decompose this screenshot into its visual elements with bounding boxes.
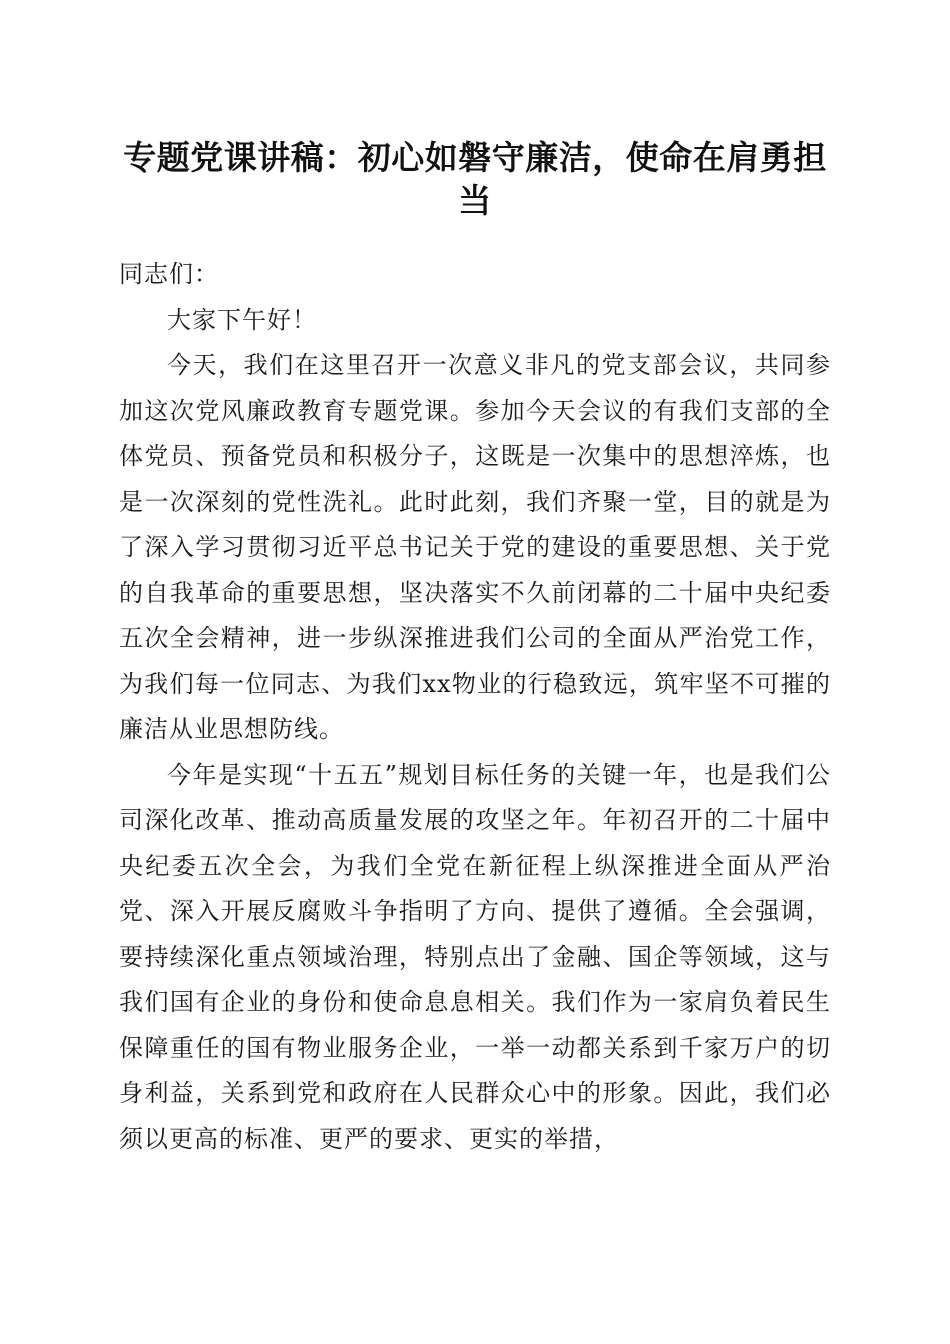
salutation: 同志们： [119, 260, 219, 288]
document-body [119, 252, 831, 1162]
document-title: 专题党课讲稿：初心如磐守廉洁，使命在肩勇担当 [123, 138, 827, 220]
paragraph-greeting: 大家下午好！ [167, 305, 317, 334]
paragraph-opening: 今天，我们在这里召开一次意义非凡的党支部会议，共同参加这次党风廉政教育专题党课。参加今天会议的有我们支部的全体党员、预备党员和积极分子，这既是一次集中的思想淬炼，也是一次深刻的党性洗礼。此时此刻，我们齐聚一堂，目的就是为了深入学习贯彻习近平总书记关于党的建设的重要思想、关于党的自我革命的重要思想，坚决落实不久前闭幕的二十届中央纪委五次全会精神，进一步纵深推进我们公司的全面从严治党工作，为我们每一位同志、为我们xx物业的行稳致远，筑牢坚不可摧的廉洁从业思想防线。 [119, 351, 831, 743]
paragraph-context: 今年是实现“十五五”规划目标任务的关键一年，也是我们公司深化改革、推动高质量发展的攻坚之年。年初召开的二十届中央纪委五次全会，为我们全党在新征程上纵深推进全面从严治党、深入开展反腐败斗争指明了方向、提供了遵循。全会强调，要持续深化重点领域治理，特别点出了金融、国企等领域，这与我们国有企业的身份和使命息息相关。我们作为一家肩负着民生保障重任的国有物业服务企业，一举一动都关系到千家万户的切身利益，关系到党和政府在人民群众心中的形象。因此，我们必须以更高的标准、更严的要求、更实的举措， [119, 760, 831, 1153]
